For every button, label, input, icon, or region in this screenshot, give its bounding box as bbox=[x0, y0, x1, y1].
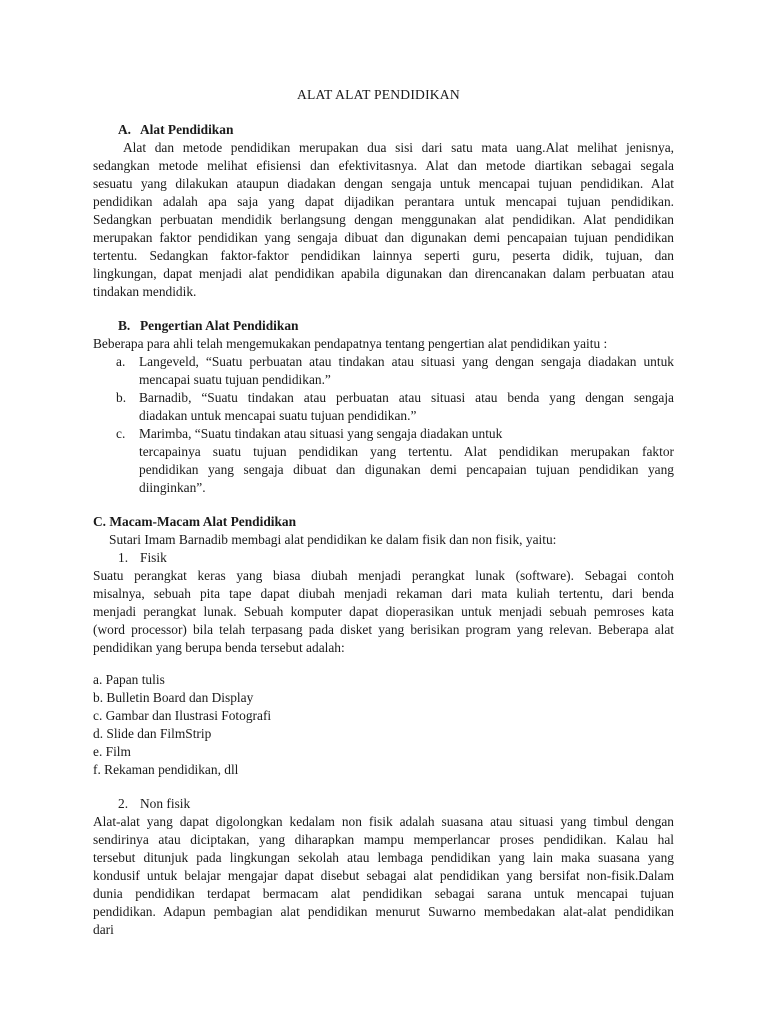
sub-1-marker: 1. bbox=[118, 550, 129, 565]
section-a-line: pendidikan adalah apa saja yang dapat dijadikan perantara untuk mencapai tujuan pendidikan. bbox=[93, 194, 674, 209]
sub-2-line: dunia pendidikan terdapat bermacam alat pendidikan sebagai sarana untuk mencapai tujuan bbox=[93, 886, 674, 901]
list-item: b. Bulletin Board dan Display bbox=[93, 690, 254, 705]
section-a-marker: A. bbox=[118, 122, 132, 137]
section-a-line: tindakan mendidik. bbox=[93, 284, 197, 299]
list-item-marker: a. bbox=[116, 354, 126, 369]
sub-1-heading: Fisik bbox=[140, 550, 167, 565]
list-item: f. Rekaman pendidikan, dll bbox=[93, 762, 239, 777]
document-title: ALAT ALAT PENDIDIKAN bbox=[297, 87, 460, 102]
list-item-line: Barnadib, “Suatu tindakan atau perbuatan atau situasi atau benda yang dengan sengaja bbox=[139, 390, 674, 405]
section-c-heading: C. Macam-Macam Alat Pendidikan bbox=[93, 514, 297, 529]
sub-1-line: misalnya, sebuah pita tape dapat diubah menjadi rekaman dari mata kuliah tertentu, dari benda bbox=[93, 586, 674, 601]
list-item: a. Papan tulis bbox=[93, 672, 165, 687]
list-item-line: pendidikan yang sengaja dibuat dan digunakan demi pencapaian tujuan pendidikan yang bbox=[139, 462, 674, 477]
section-b-marker: B. bbox=[118, 318, 131, 333]
sub-2-line: Alat-alat yang dapat digolongkan kedalam non fisik adalah suasana atau situasi yang timbul dengan bbox=[93, 814, 674, 829]
sub-2-heading: Non fisik bbox=[140, 796, 191, 811]
section-a-line: merupakan faktor pendidikan yang sengaja dibuat dan digunakan demi pencapaian tujuan pendidikan bbox=[93, 230, 674, 245]
section-a-line: lingkungan, dapat menjadi alat pendidikan apabila digunakan dan direncanakan dalam perbuatan atau bbox=[93, 266, 674, 281]
section-c-intro: Sutari Imam Barnadib membagi alat pendidikan ke dalam fisik dan non fisik, yaitu: bbox=[109, 532, 557, 547]
list-item-line: diinginkan”. bbox=[139, 480, 206, 495]
list-item-line: Langeveld, “Suatu perbuatan atau tindakan atau situasi yang dengan sengaja diadakan untuk bbox=[139, 354, 674, 369]
list-item-marker: c. bbox=[116, 426, 126, 441]
sub-1-line: pendidikan yang berupa benda tersebut adalah: bbox=[93, 640, 345, 655]
list-item: d. Slide dan FilmStrip bbox=[93, 726, 212, 741]
sub-2-line: sendirinya atau diciptakan, yang diharapkan mampu memperlancar proses pendidikan. Kalau hal bbox=[93, 832, 674, 847]
sub-2-line: dari bbox=[93, 922, 114, 937]
section-a-heading: Alat Pendidikan bbox=[140, 122, 234, 137]
list-item: c. Gambar dan Ilustrasi Fotografi bbox=[93, 708, 272, 723]
list-item-line: Marimba, “Suatu tindakan atau situasi yang sengaja diadakan untuk bbox=[139, 426, 503, 441]
list-item-line: tercapainya suatu tujuan pendidikan yang tertentu. Alat pendidikan merupakan faktor bbox=[139, 444, 674, 459]
sub-1-line: menjadi perangkat lunak. Sebuah komputer dapat dioperasikan untuk menjadi sebuah pemroses kata bbox=[93, 604, 674, 619]
section-a-line: sedangkan metode melihat efisiensi dan efektivitasnya. Alat dan metode diartikan sebagai segala bbox=[93, 158, 674, 173]
section-a-line: Alat dan metode pendidikan merupakan dua sisi dari satu mata uang.Alat melihat jenisnya, bbox=[123, 140, 674, 155]
sub-2-line: kondusif untuk belajar mengajar dapat disebut sebagai alat pendidikan yang bersifat non-fisik.Dalam bbox=[93, 868, 674, 883]
list-item: e. Film bbox=[93, 744, 131, 759]
section-a-line: tertentu. Sedangkan faktor-faktor pendidikan lainnya seperti guru, peserta didik, tujuan, dan bbox=[93, 248, 674, 263]
section-b-intro: Beberapa para ahli telah mengemukakan pendapatnya tentang pengertian alat pendidikan yaitu : bbox=[93, 336, 608, 351]
list-item-line: mencapai suatu tujuan pendidikan.” bbox=[139, 372, 331, 387]
section-a-line: Sedangkan perbuatan mendidik berlangsung dengan menggunakan alat pendidikan. Alat pendidikan bbox=[93, 212, 674, 227]
sub-2-line: tersebut ditunjuk pada lingkungan sekolah atau lembaga pendidikan yang lain maka suasana yang bbox=[93, 850, 674, 865]
list-item-line: diadakan untuk mencapai suatu tujuan pendidikan.” bbox=[139, 408, 417, 423]
sub-2-line: pendidikan. Adapun pembagian alat pendidikan menurut Suwarno membedakan alat-alat pendidikan bbox=[93, 904, 674, 919]
sub-1-line: Suatu perangkat keras yang biasa diubah menjadi perangkat lunak (software). Sebagai contoh bbox=[93, 568, 674, 583]
section-a-line: sesuatu yang dilakukan ataupun diadakan dengan sengaja untuk mencapai tujuan pendidikan. Alat bbox=[93, 176, 674, 191]
sub-1-line: (word processor) bila telah terpasang pada disket yang berisikan program yang relevan. Beberapa alat bbox=[93, 622, 674, 637]
list-item-marker: b. bbox=[116, 390, 127, 405]
section-b-heading: Pengertian Alat Pendidikan bbox=[140, 318, 299, 333]
sub-2-marker: 2. bbox=[118, 796, 129, 811]
